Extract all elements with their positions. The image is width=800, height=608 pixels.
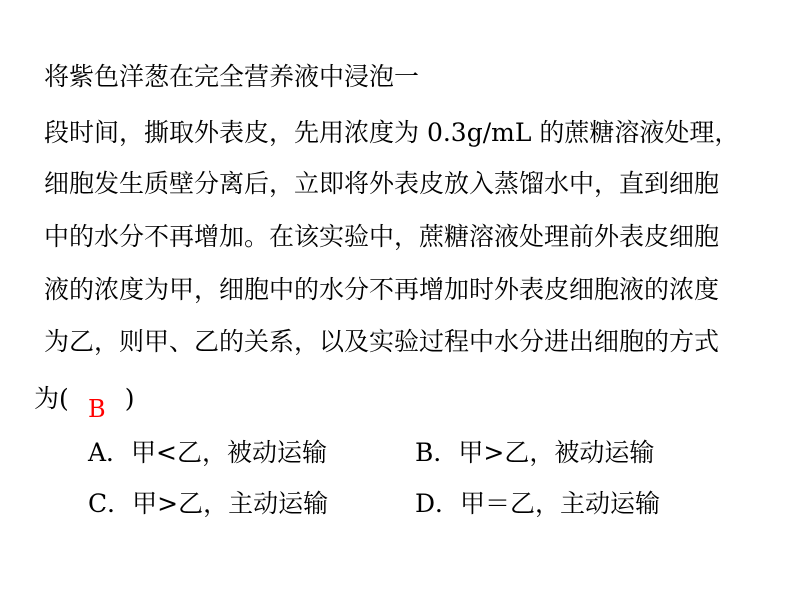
option-d: D．甲＝乙，主动运输: [415, 489, 661, 518]
question-line-3: 细胞发生质壁分离后，立即将外表皮放入蒸馏水中，直到细胞: [44, 169, 720, 198]
option-b: B．甲>乙，被动运输: [415, 438, 655, 467]
option-a: A．甲<乙，被动运输: [88, 438, 328, 467]
question-line-4: 中的水分不再增加。在该实验中，蔗糖溶液处理前外表皮细胞: [44, 222, 720, 251]
question-line-1: 将紫色洋葱在完全营养液中浸泡一: [44, 62, 420, 91]
question-line-2: 段时间，撕取外表皮，先用浓度为 0.3g/mL 的蔗糖溶液处理，: [44, 118, 740, 147]
answer-open-paren: 为(: [34, 384, 69, 413]
option-c: C．甲>乙，主动运输: [88, 489, 329, 518]
question-line-7: [34, 382, 135, 423]
question-line-5: 液的浓度为甲，细胞中的水分不再增加时外表皮细胞液的浓度: [44, 275, 720, 304]
answer-close-paren: ): [124, 384, 135, 413]
question-line-6: 为乙，则甲、乙的关系，以及实验过程中水分进出细胞的方式: [44, 327, 720, 356]
answer-text: B: [87, 395, 106, 423]
